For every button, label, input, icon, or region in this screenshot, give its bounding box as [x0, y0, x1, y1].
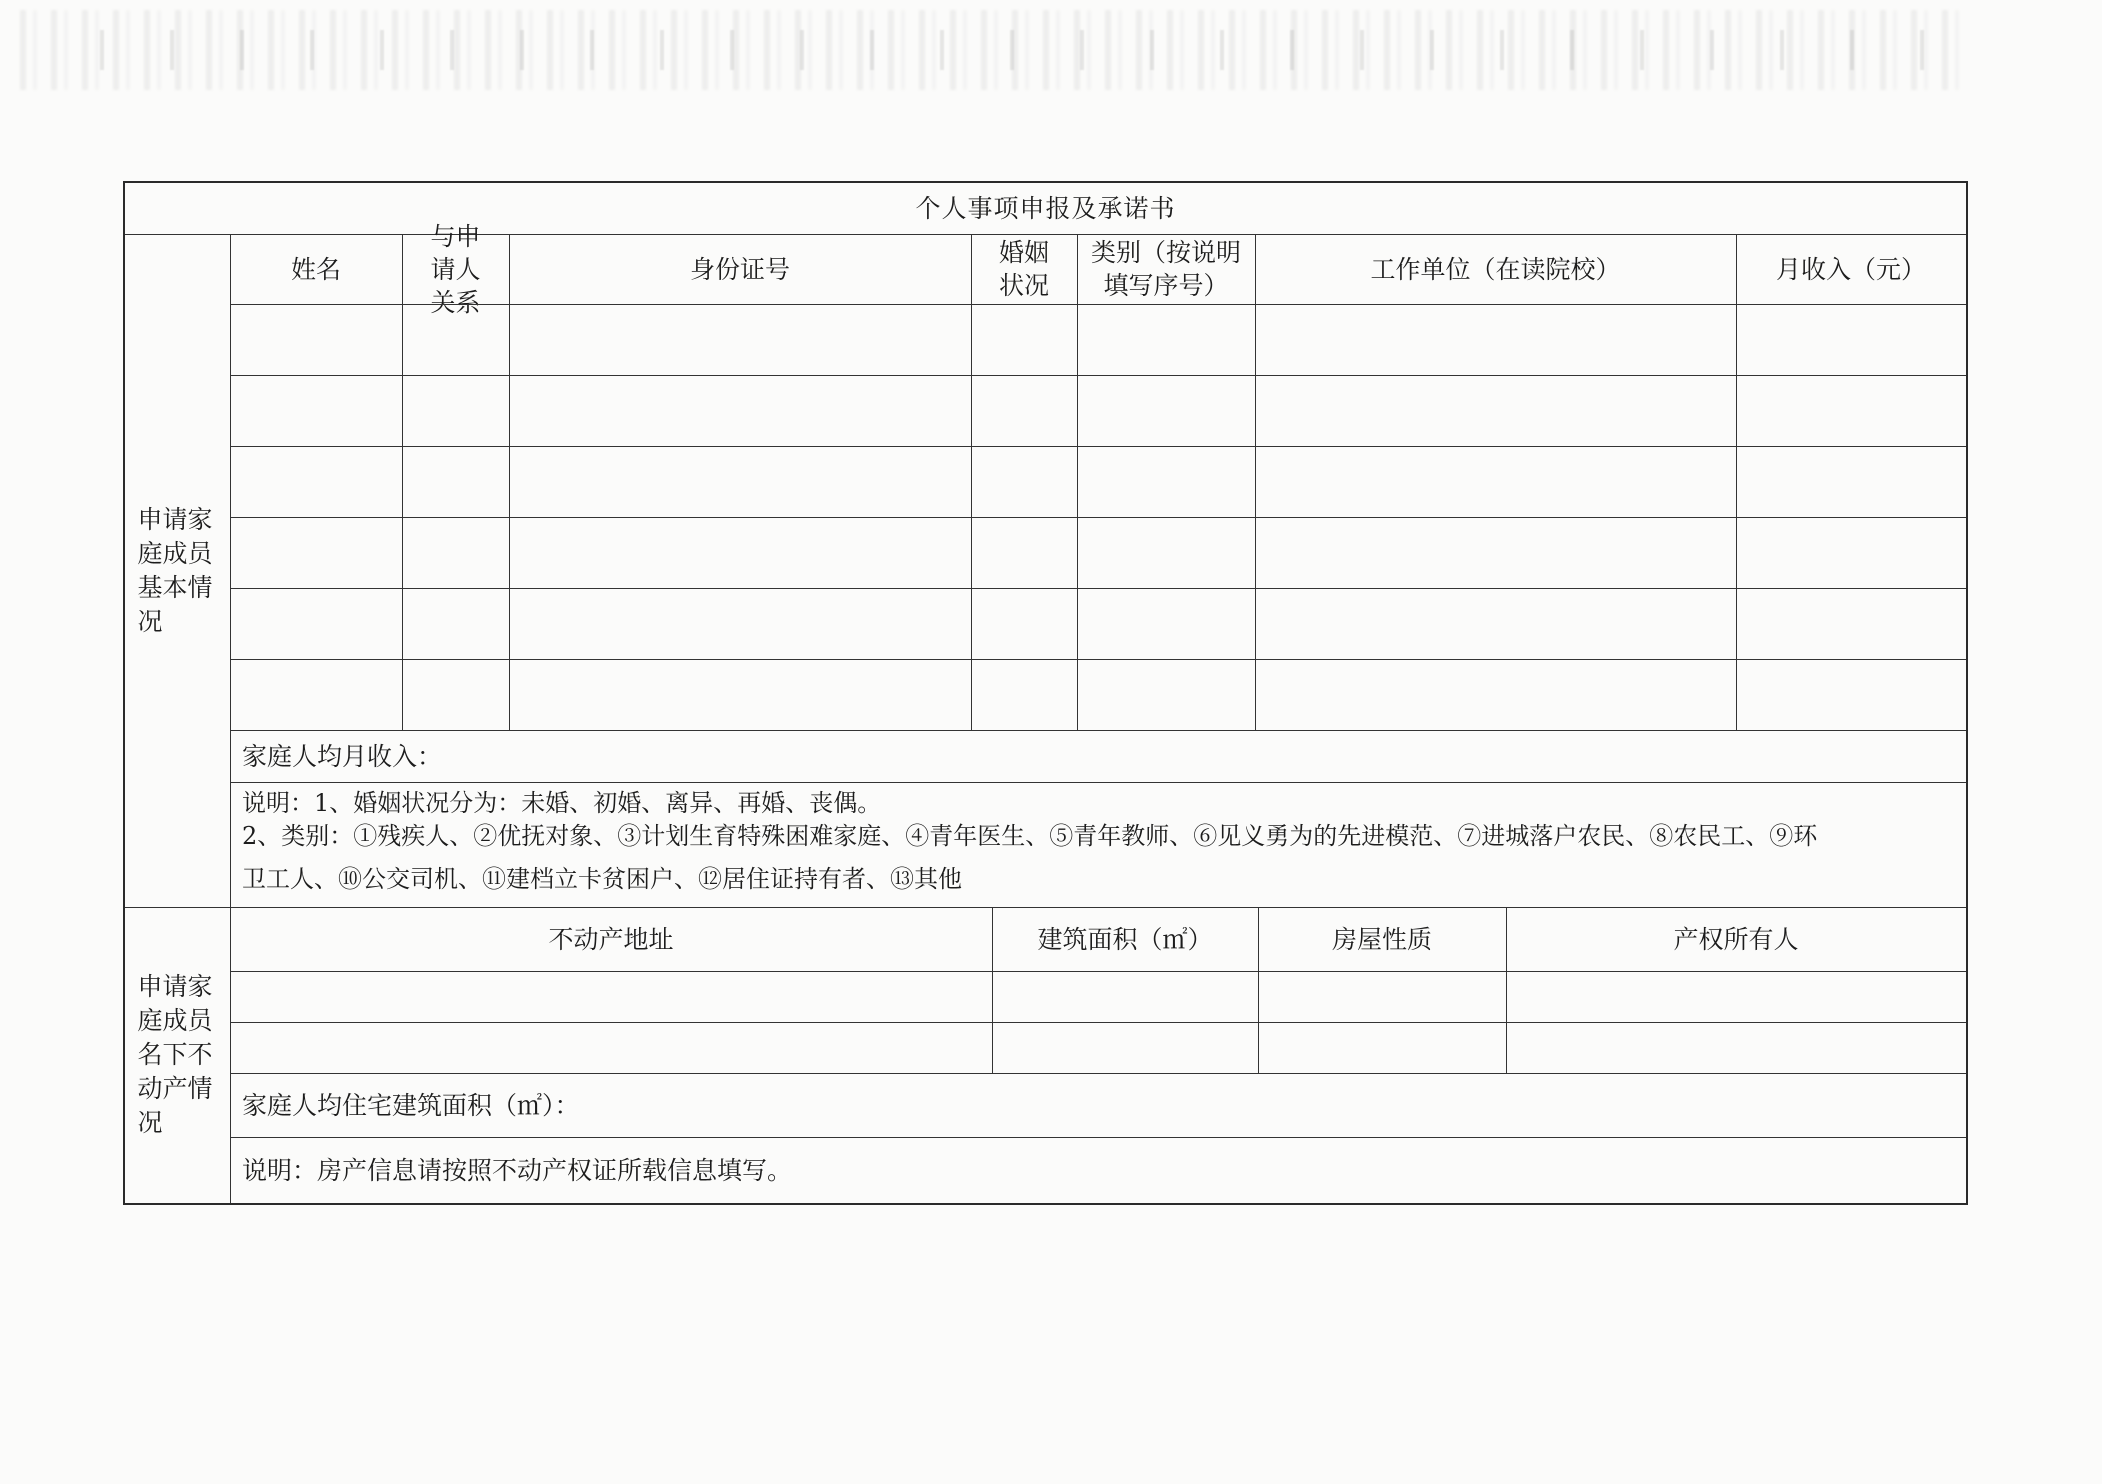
header-owner: 产权所有人 [1673, 924, 1799, 954]
header-income: 月收入（元） [1775, 254, 1926, 284]
rule [1258, 907, 1259, 1073]
header-relation: 与申请人关系 [430, 221, 481, 317]
rule [230, 907, 231, 1203]
header-nature: 房屋性质 [1331, 924, 1432, 954]
rule [230, 446, 1966, 447]
rule [230, 971, 1966, 972]
note-line-1: 说明：1、婚姻状况分为：未婚、初婚、离异、再婚、丧偶。 [242, 789, 882, 817]
rule [230, 782, 1966, 783]
header-id-number: 身份证号 [689, 254, 790, 284]
rule [1077, 234, 1078, 730]
rule [230, 375, 1966, 376]
section1-label: 申请家庭成员基本情况 [137, 504, 213, 636]
rule [1255, 234, 1256, 730]
section2-label: 申请家庭成员名下不动产情况 [137, 972, 213, 1137]
section2-label-cell [125, 907, 230, 1203]
rule [402, 234, 403, 730]
section1-label-cell [125, 234, 230, 907]
header-area: 建筑面积（㎡） [1037, 924, 1213, 954]
rule [1736, 234, 1737, 730]
rule [992, 907, 993, 1073]
rule [230, 517, 1966, 518]
avg-area-label: 家庭人均住宅建筑面积（㎡）： [242, 1090, 580, 1120]
header-name: 姓名 [290, 254, 341, 284]
declaration-form [123, 181, 1968, 1205]
scan-bleed-through-2 [60, 30, 1940, 70]
header-category: 类别（按说明填写序号） [1090, 238, 1241, 300]
note-line-3: 卫工人、⑩公交司机、⑪建档立卡贫困户、⑫居住证持有者、⑬其他 [242, 865, 962, 893]
note-line-2: 2、类别：①残疾人、②优抚对象、③计划生育特殊困难家庭、④青年医生、⑤青年教师、⑥见义勇为的先进模范、⑦进城落户农民、⑧农民工、⑨环 [242, 822, 1818, 850]
header-marital: 婚姻状况 [998, 238, 1049, 300]
rule [971, 234, 972, 730]
avg-income-label: 家庭人均月收入： [242, 741, 443, 771]
rule [230, 1022, 1966, 1023]
rule [1506, 907, 1507, 1073]
header-workplace: 工作单位（在读院校） [1370, 254, 1621, 284]
form-title: 个人事项申报及承诺书 [915, 194, 1176, 223]
header-address: 不动产地址 [548, 924, 674, 954]
rule [230, 304, 1966, 305]
rule [230, 588, 1966, 589]
rule [230, 659, 1966, 660]
rule [509, 234, 510, 730]
property-note: 说明：房产信息请按照不动产权证所载信息填写。 [242, 1155, 793, 1185]
